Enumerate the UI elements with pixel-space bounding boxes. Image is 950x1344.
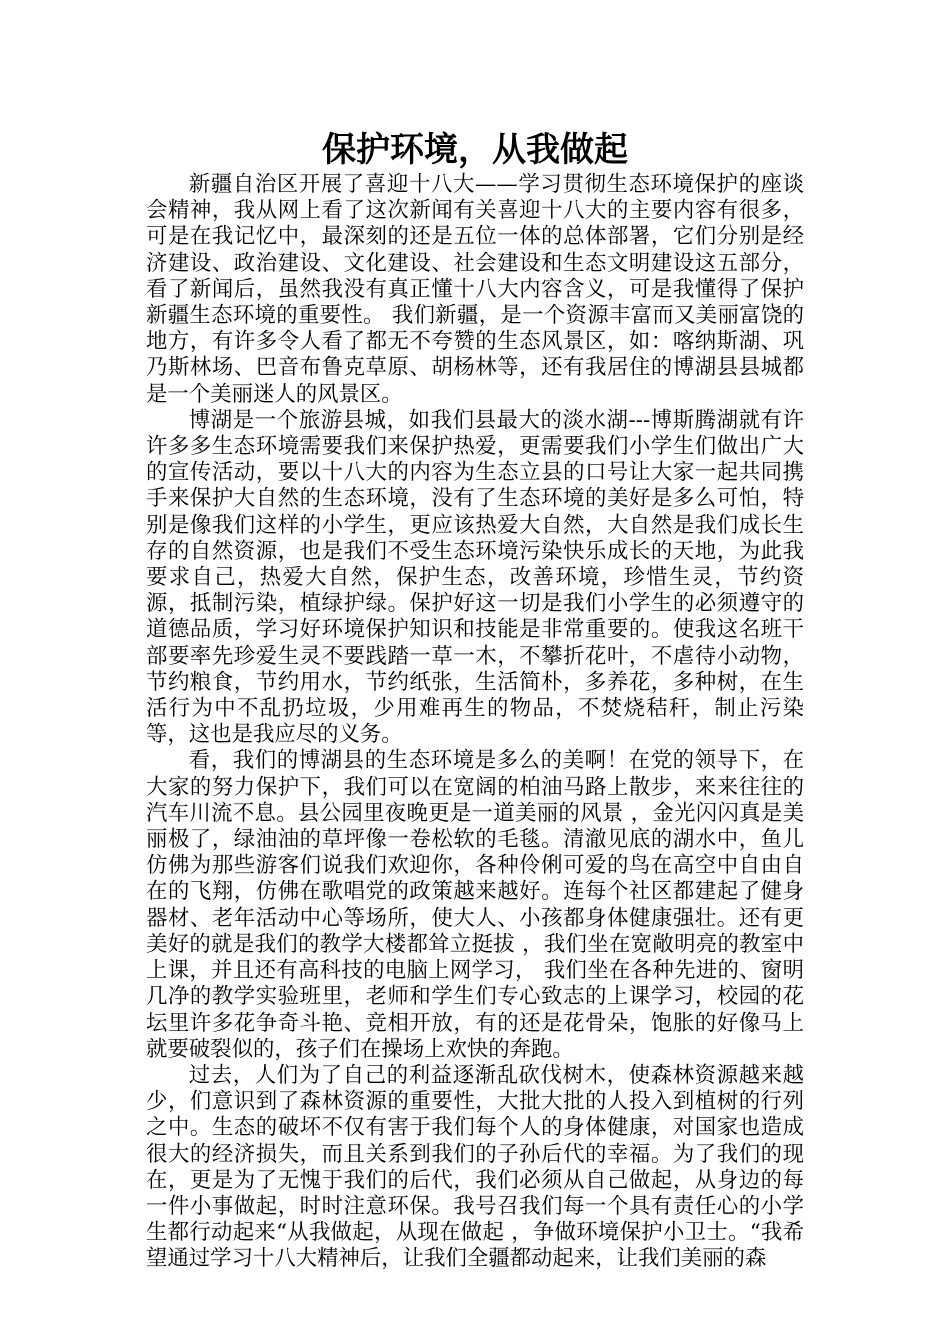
paragraph-1: 新疆自治区开展了喜迎十八大——学习贯彻生态环境保护的座谈会精神，我从网上看了这次新闻有关喜迎十八大的主要内容有很多，可是在我记忆中，最深刻的还是五位一体的总体部署，它们分别是经济建设、政治建设、文化建设、社会建设和生态文明建设这五部分，看了新闻后，虽然我没有真正懂十八大内容含义，可是我懂得了保护新疆生态环境的重要性。 我们新疆，是一个资源丰富而又美丽富饶的地方，有许多令人看了都无不夸赞的生态风景区，如：喀纳斯湖、巩乃斯林场、巴音布鲁克草原、胡杨林等，还有我居住的博湖县县城都是一个美丽迷人的风景区。 [146, 172, 804, 407]
document-title: 保护环境，从我做起 [322, 130, 628, 170]
paragraph-3: 看，我们的博湖县的生态环境是多么的美啊！在党的领导下，在大家的努力保护下，我们可以在宽阔的柏油马路上散步，来来往往的汽车川流不息。县公园里夜晚更是一道美丽的风景 ，金光闪闪真是美丽极了，绿油油的草坪像一卷松软的毛毯。清澈见底的湖水中，鱼儿仿佛为那些游客们说我们欢迎你，各种伶俐可爱的鸟在高空中自由自在的飞翔，仿佛在歌唱党的政策越来越好。连每个社区都建起了健身器材、老年活动中心等场所，使大人、小孩都身体健康强壮。还有更美好的就是我们的教学大楼都耸立挺拔 ，我们坐在宽敞明亮的教室中上课，并且还有高科技的电脑上网学习， 我们坐在各种先进的、窗明几净的教学实验班里，老师和学生们专心致志的上课学习，校园的花坛里许多花争奇斗艳、竞相开放，有的还是花骨朵，饱胀的好像马上就要破裂似的，孩子们在操场上欢快的奔跑。 [146, 748, 804, 1062]
document-body [146, 172, 804, 1273]
paragraph-2: 博湖是一个旅游县城，如我们县最大的淡水湖---博斯腾湖就有许许多多生态环境需要我们来保护热爱，更需要我们小学生们做出广大的宣传活动，要以十八大的内容为生态立县的口号让大家一起共同携手来保护大自然的生态环境，没有了生态环境的美好是多么可怕，特别是像我们这样的小学生，更应该热爱大自然，大自然是我们成长生存的自然资源，也是我们不受生态环境污染快乐成长的天地，为此我要求自己，热爱大自然，保护生态，改善环境，珍惜生灵，节约资源，抵制污染，植绿护绿。保护好这一切是我们小学生的必须遵守的道德品质，学习好环境保护知识和技能是非常重要的。使我这名班干部要率先珍爱生灵不要践踏一草一木，不攀折花叶，不虐待小动物，节约粮食，节约用水，节约纸张，生活简朴，多养花，多种树，在生活行为中不乱扔垃圾，少用难再生的物品，不焚烧秸秆，制止污染等，这也是我应尽的义务。 [146, 407, 804, 748]
paragraph-4: 过去，人们为了自己的利益逐渐乱砍伐树木，使森林资源越来越少，们意识到了森林资源的重要性，大批大批的人投入到植树的行列之中。生态的破坏不仅有害于我们每个人的身体健康，对国家也造成很大的经济损失，而且关系到我们的子孙后代的幸福。为了我们的现在，更是为了无愧于我们的后代，我们必须从自己做起，从身边的每一件小事做起，时时注意环保。我号召我们每一个具有责任心的小学生都行动起来“从我做起，从现在做起 ，争做环境保护小卫士。“我希望通过学习十八大精神后，让我们全疆都动起来，让我们美丽的森 [146, 1062, 804, 1272]
